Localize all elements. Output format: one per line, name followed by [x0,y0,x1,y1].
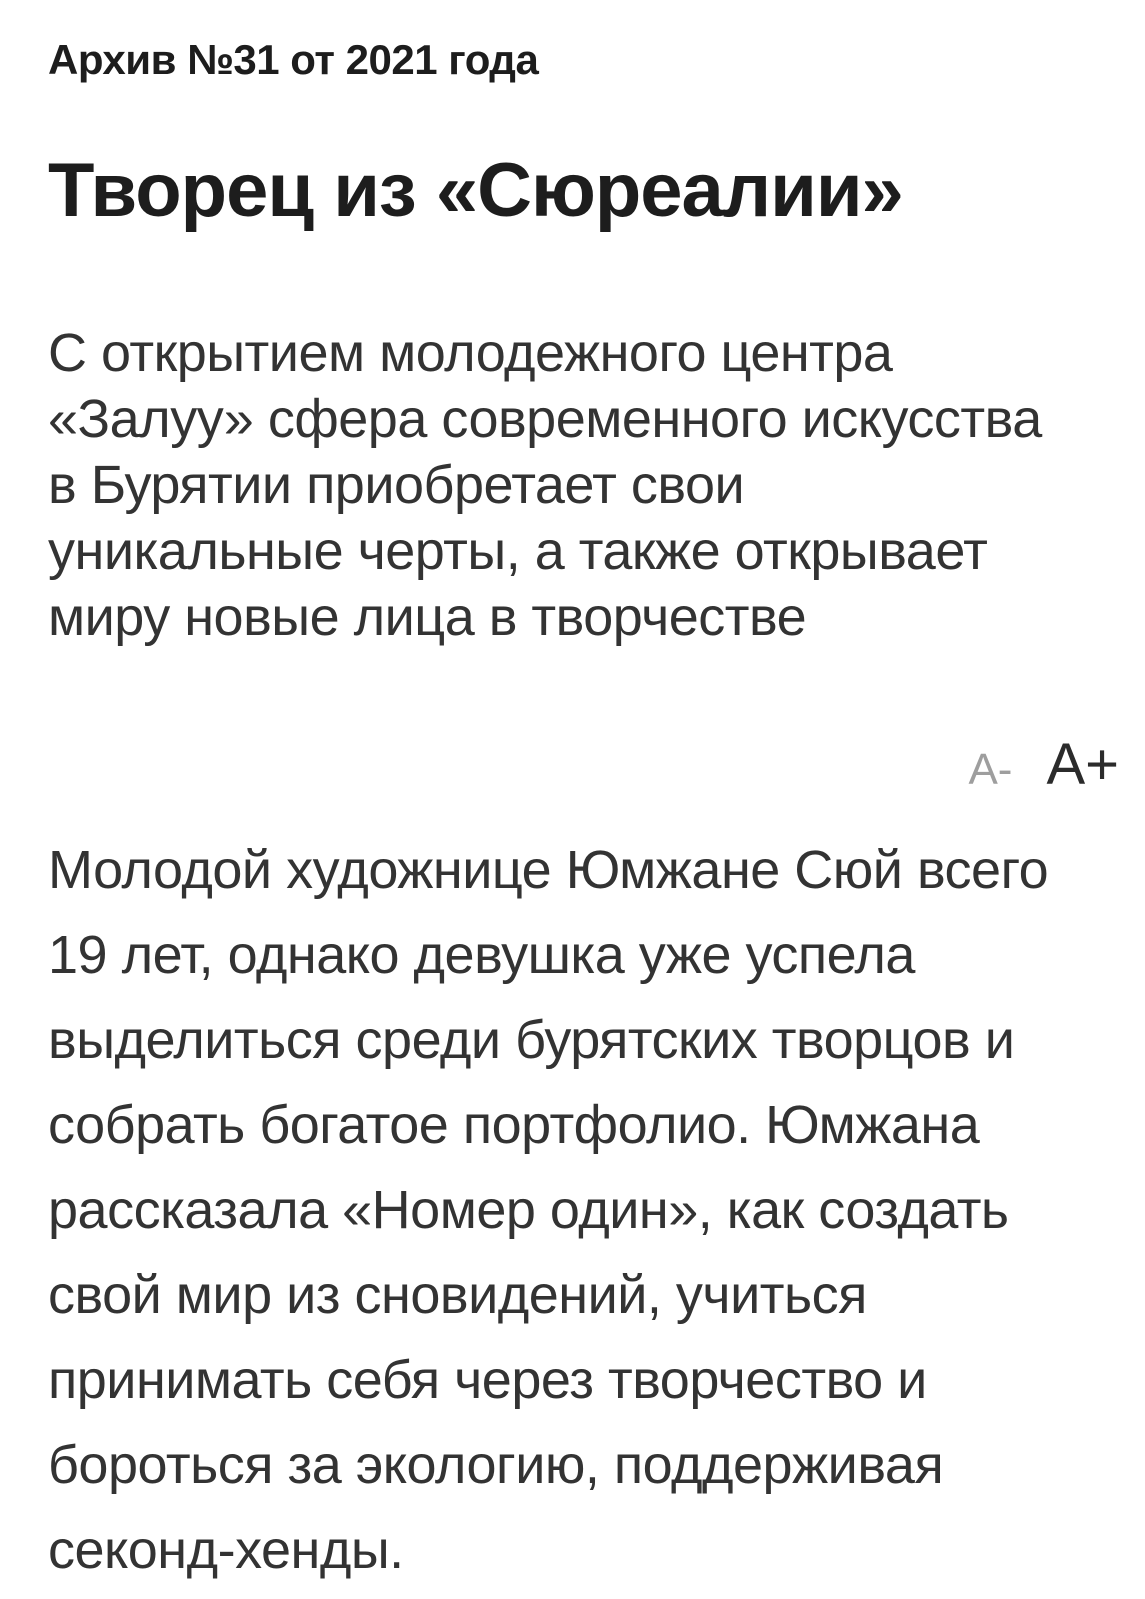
article-title: Творец из «Сюреалии» [48,148,903,234]
article-lead: С открытием молодежного центра «Залуу» сфера современного искусства в Бурятии приобретает свои уникальные черты, а также открывает миру новые лица в творчестве [48,323,1042,648]
font-size-controls [48,732,1119,798]
article-body: Молодой художнице Юмжане Сюй всего 19 лет, однако девушка уже успела выделиться среди бурятских творцов и собрать богатое портфолио. Юмжана рассказала «Номер один», как создать свой мир из сновидений, учиться принимать себя через творчество и бороться за экологию, поддерживая секонд-хенды. [48,840,1049,1581]
font-size-increase-button[interactable]: A+ [1046,732,1119,798]
font-size-decrease-button[interactable]: A- [968,745,1013,795]
article-kicker: Архив №31 от 2021 года [48,36,539,83]
